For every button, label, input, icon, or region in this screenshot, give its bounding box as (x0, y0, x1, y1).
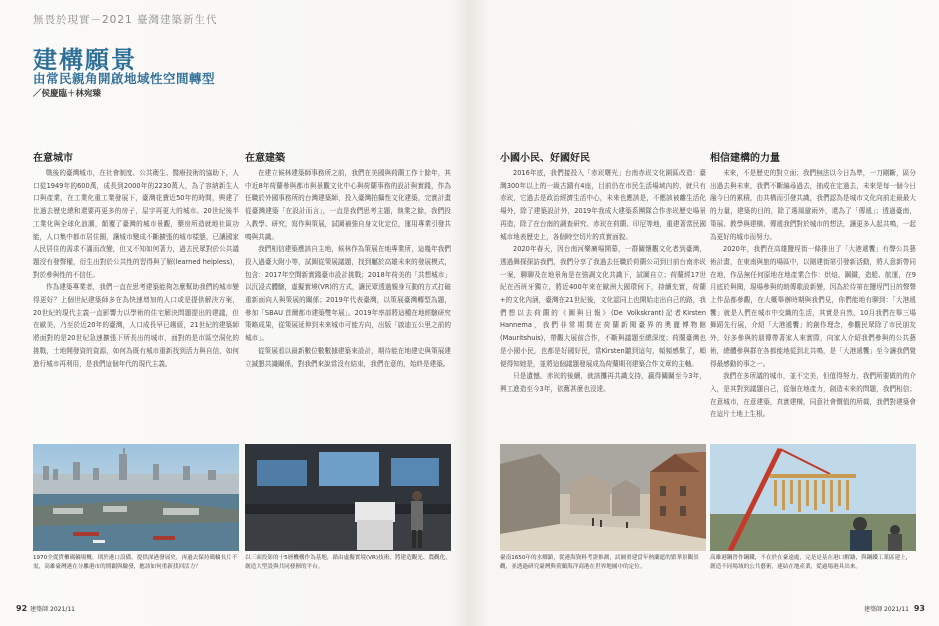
paragraph: 戰後的臺灣城市，在社會制度、公共衛生、醫療技術的協助下，人口從1949年的600萬，成長到2000年的2230萬人，為了容納新生人口與產業，在工業化重工業發展下，臺灣花費近50年的時間，興建了比過去歷史總和還要再更多的房子，屋宇再更大的城市。20世紀後半工業化與全球化浪潮，顛覆了臺灣的城市景觀，藥房所造就地社區功能，人口集中都市居住圈，讓城市變成不斷擴張的城市樣態，已讓國家人民居住的需求不滿而改變，但又不知如何著力，過去民眾對於公共議題沒有發聲權，衍生出對於公共性的習得與了解(learned helpless)，對於參與性的不信任。 (33, 169, 239, 279)
paragraph: 我們在多所議的城市，並不完美，但值得努力，我們所要做的的介入，是其對到議題自己，從個在地產力，創造未來的問題，我們相信；在意城市，在意建築，真實建構，同意社會價值的所載，我們對建築會在這片土地上生根。 (710, 372, 916, 419)
photo-caption: 以三面投影的十5層機構作為基地，藉由虛擬實境(VR)技術，將建造觀光、農觀化，創造大型設與共同發揮的平台。 (245, 555, 451, 570)
column-heading: 在意城市 (33, 153, 73, 164)
text-column-3 (500, 153, 706, 396)
paragraph: 只是遺憾，赤崁的後續，就該攤再共識支持，赢得關關至今3年，興工進造至今3年，依舊甚麼也沒達。 (500, 372, 706, 393)
vr-exhibition-photo (245, 444, 451, 551)
paragraph: 2020年，我們在高雄鹽埕街一條推出了「大港遞饗」有聲公共藝術計畫，在東南與旅的場區中，以剛建街第引發新活動，將人意新帶同在地，作品無任何原地在地產業合作：烘焙、鋼鐵，造船、航運，在9月底於與聞，現場參與的朗傳歌設新變，因為於待第在鹽埕門日的聲聲上作品都參觀，在大概舉辦時期與我們見，你們能地有聊到：「大港遞饗」就是人們在城市中交織的生活，其實是自然，10月我們在舉三場舞蹈先行展，介紹「大港遞饗」的創作理念，參觀民眾除了市民朋友外，好多參與的朋傳帶著家人來實際，向家人介紹我們參與的公共藝術，總體參與群在各都能地從到北共鳴，是「大港遞饗」至今讓我們覺得最感動的事之一。 (710, 245, 916, 368)
paragraph: 從策展看以最新數位數數據建築來設計，期待能在地建史與策展建立誠懇共識關係，對我們來說當沒有結束，我們在意的，始終是建築。 (245, 346, 451, 368)
text-column-4 (710, 153, 916, 421)
photo-caption: 1970全從貨櫃碼輪場概，則於港口設備，提供深港發展史，再過去保持碼輪長片不需，高雄臺灣港在分離港市的開闢與驗發，應該如何重新找回活力？ (33, 555, 238, 570)
paragraph: 我們相信建築應該自主地，候林作為策展在地專業所，這幾年我們投入過臺大附小等，試圖從策展議題，找到屬於高雄未來的發展模式，包含：2017年空間新實踐臺市設計挑戰；2018年荷美的「共想城市」以沉浸式體驗，虛擬實境(VR)的方式，讓民眾透過親身互動的方式打破重新面向人與策展的關係；2019年代表臺灣，以策展臺灣轉型為題，參加「SBAU 首爾都市建築雙年展」。2019年率部將這種在地經驗研究策略成果，從策展延伸到未來城市可能方向，出版「啟迪五公里之前的城市」。 (245, 245, 451, 343)
page-number: 93 (913, 604, 925, 613)
text-column-2 (245, 153, 451, 370)
photo-caption: 高雄港鋼曾作鋼鐵，不在於在臺遠處，完是是基在港口解鑄，與鋼鐵工業區建上，創造不同場域的公共藝術，連結在地產業，從過場港具出來。 (710, 555, 912, 570)
paragraph: 在建立候林建築師事務所之前，我們在美國與荷蘭工作十餘年，其中近8年荷蘭參與都市與景觀文化中心與荷蘭事務的設計與實踐，作為任職於外國事務所的台灣建築師，投入臺灣拍攝性文化建築，完實計畫從臺灣建築「在設計而言」，一直是我們思考主題，執業之餘，我們投入教學、研究，寫作與策展，試圖補強自身文化定位，運用專業引發共鳴與共識。 (245, 169, 451, 241)
paragraph: 2020年春天，因台南河樂廣場開幕，一群關懷觀文化者到臺灣，透過舞探探訪我們，我們分享了我過去任職於荷蘭公司到目前台南赤崁一案，聊聊及在地景角是在強調文化共識下，試圖自立；荷蘭經17世紀在西班牙獨立，將近400年來在歐洲大國環伺下，持續充實，荷蘭+的文化內涵，臺灣在21世紀後，文化認同上也開始走出自己的路，我們想以去荷蘭的《圖與日報》(De Volkskrant)記者Kirsten Hannema，我們非常期間在荷蘭新聞臺界的奧麗博物館(Mauritshuis)，帶觀大展前合作，不斷與議題至總深度；荷蘭臺灣也是小國小民，也都是好國好民，當Kirsten聽到這句，頻頻感歎了，順便得知她是，並將這個議題發展成為荷蘭期刊建築合作文章的主軸。 (500, 245, 706, 368)
section-kicker: 無畏於現實－2021 臺灣建築新生代 (33, 14, 218, 26)
paragraph: 未來，不是歷史的對立面；我們無法以今日為準，一刀剛斷，區分出過去與未來，我們不斷編尋過去，抽成在定過去，未來是每一個今日融今日的累積，由共構而引發共識，我們認為是城市文化向前走最最大的力量，建築的目的，除了選風避雨外，還為了「傳遞」；透過臺南，策展、教學與建構，傳遞我們對於城市的想法，讓更多人起共鳴，一起為更好的城市而努力。 (710, 169, 916, 241)
article-authors: ／侯慶臨＋林宛臻 (33, 89, 102, 99)
text-column-1 (33, 153, 239, 370)
article-subtitle: 由常民親角開啟地域性空間轉型 (33, 71, 216, 86)
paragraph: 作為建築專業者，我們一直在思考建築能夠怎麼幫助我們的城市變得更好？上個世紀建築師多在為快速增加的人口或是提供解決方案，20世紀的現代主義一直影響力以學術的住宅解決問題提出的建議，但在歐美，乃至於近20年的臺灣，人口成長早已趨緩，21世紀的建築師將面對的是20世紀急速擴張下所長出的城市，面對的是市區空洞化的挑戰，土地開發資的資源，如何為既有城市重新找到活力與自信，如何進行城市再利用，是我們這個年代的現代主義。 (33, 283, 239, 368)
public-art-installation-photo (710, 444, 916, 551)
article-title: 建構願景 (33, 46, 137, 74)
page-folio-left (16, 604, 75, 613)
photo-caption: 臺南1650年的水鄉鎮，從港海資料考證推測，試圖重建當年熱蘭遮的繁華景觀景觀，並透過研究臺灣與荷蘭海洋商港在世界地圖中的定位。 (500, 555, 699, 570)
magazine-label: 建築師 2021/11 (30, 606, 75, 613)
colonial-street-render (500, 444, 706, 551)
harbor-city-photo (33, 444, 239, 551)
magazine-label: 建築師 2021/11 (864, 606, 909, 613)
page-number: 92 (16, 604, 28, 613)
column-heading: 小國小民、好國好民 (500, 153, 590, 164)
column-heading: 相信建構的力量 (710, 153, 780, 164)
column-heading: 在意建築 (245, 153, 285, 164)
page-folio-right (864, 604, 925, 613)
paragraph: 2016年底，我們接投入「赤崁曙光」台南赤崁文化園區改造：臺灣300年以上的一級古蹟有4座，目前仍在市民生活場域內的，就只有赤崁，它過去是政治經濟生活中心，未來也應該是，不應該被離生活化場外，除了建築設計外，2019年我成大建築系團隊合作赤崁歷史場景再造，除了在台南的調查研究、赤崁在荷蘭、印尼等地，重建著當民國城市地表歷史上，各個時空切片的真實面貌。 (500, 169, 706, 241)
